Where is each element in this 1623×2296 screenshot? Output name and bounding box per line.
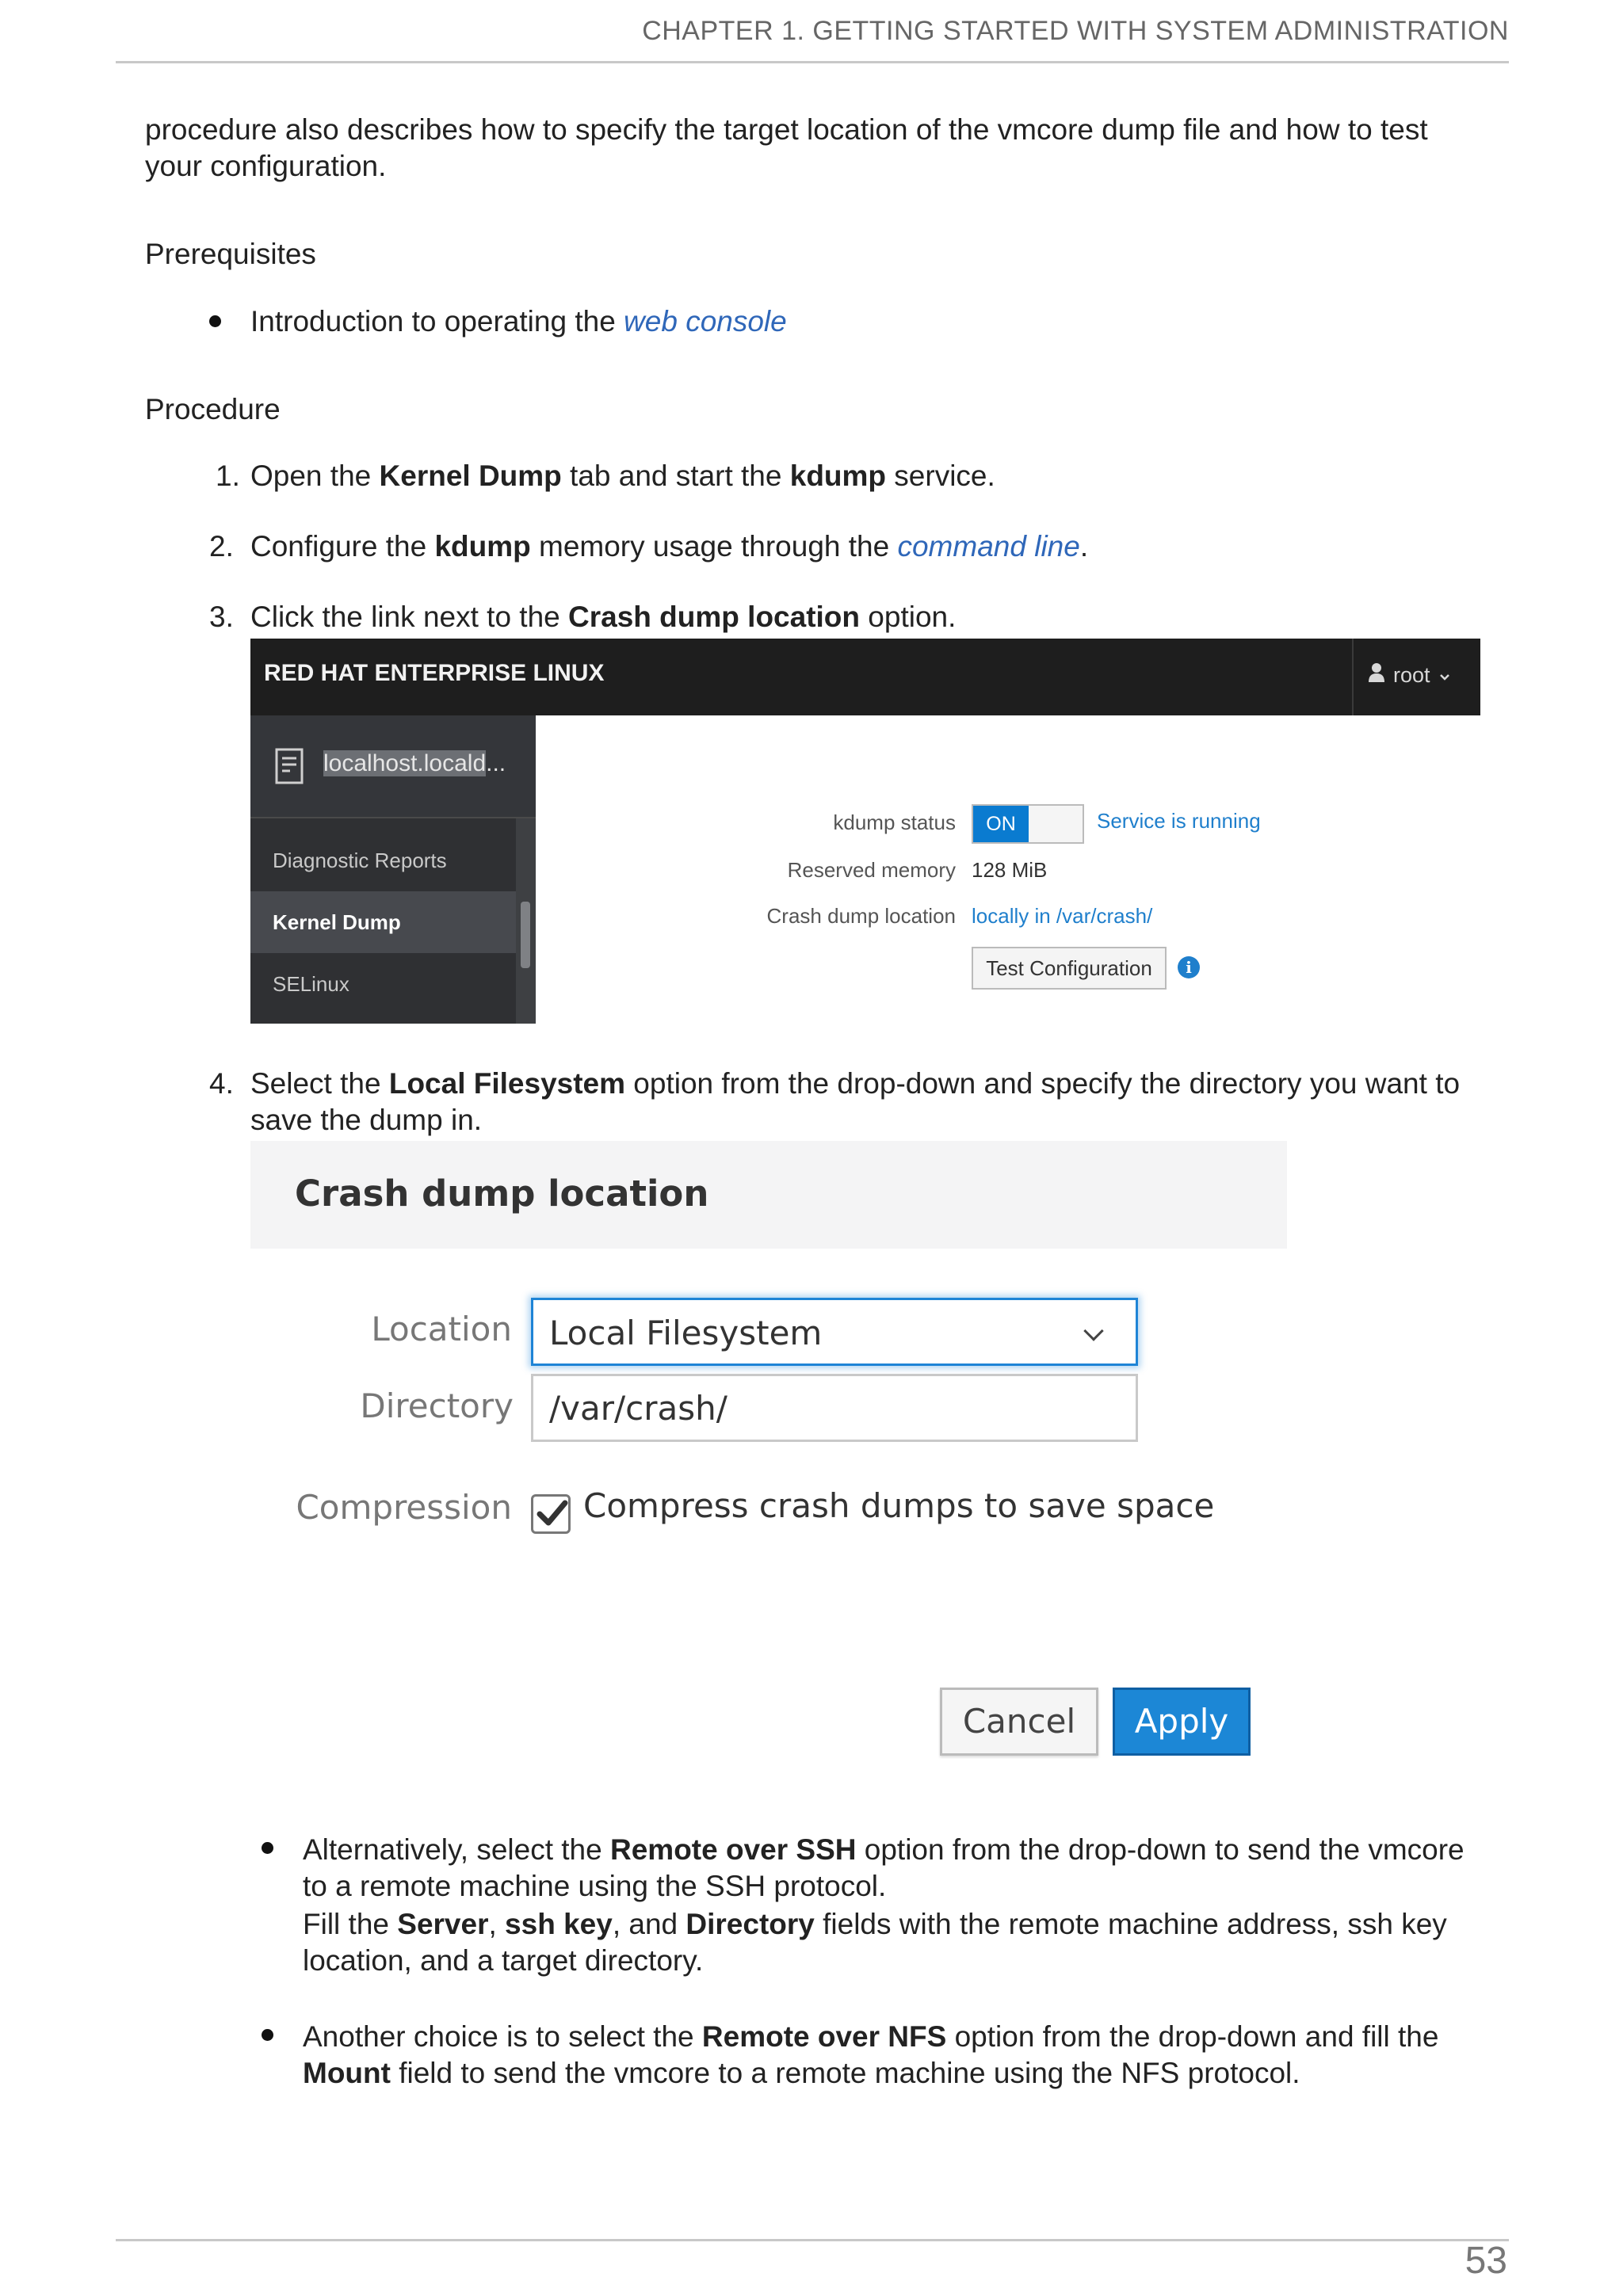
crash-location-link[interactable]: locally in /var/crash/ <box>972 904 1153 928</box>
footer-divider <box>116 2239 1509 2241</box>
alt-emphasis: Directory <box>685 1908 815 1940</box>
hostname-ellipsis: ... <box>486 750 506 776</box>
toggle-on-label: ON <box>973 806 1029 842</box>
bullet-icon <box>262 2029 273 2041</box>
alt-text: Another choice is to select the <box>303 2020 702 2053</box>
alt-text: , and <box>612 1908 686 1940</box>
kernel-dump-screenshot <box>250 639 1480 1024</box>
hostname-selected: localhost.locald <box>323 750 487 776</box>
web-console-link[interactable]: web console <box>624 305 787 338</box>
step-4-line-2: save the dump in. <box>250 1104 483 1136</box>
user-menu[interactable] <box>1368 662 1451 688</box>
step-emphasis: Kernel Dump <box>379 460 562 492</box>
alt-emphasis: Remote over SSH <box>610 1833 857 1866</box>
compression-label: Compression <box>296 1488 512 1527</box>
step-emphasis: kdump <box>434 530 531 563</box>
step-emphasis: kdump <box>789 460 887 492</box>
step-2 <box>250 528 1088 565</box>
user-icon <box>1368 662 1385 688</box>
directory-value: /var/crash/ <box>549 1389 727 1428</box>
step-text: memory usage through the <box>530 530 898 563</box>
running-header: CHAPTER 1. GETTING STARTED WITH SYSTEM ADMINISTRATION <box>642 16 1509 46</box>
sidebar-item-kernel-dump[interactable]: Kernel Dump <box>250 891 516 953</box>
alt-emphasis: Remote over NFS <box>701 2020 947 2053</box>
dialog-title: Crash dump location <box>295 1173 709 1215</box>
ssh-line-1 <box>303 1832 1465 1868</box>
chevron-down-icon <box>1438 663 1451 688</box>
header-divider <box>116 61 1509 63</box>
alt-emphasis: ssh key <box>505 1908 613 1940</box>
nfs-line-2 <box>303 2055 1438 2092</box>
step-text: Select the <box>250 1067 389 1100</box>
checkmark-icon <box>535 1497 570 1531</box>
step-text: tab and start the <box>561 460 790 492</box>
console-sidebar <box>250 715 536 1024</box>
step-4-line-1 <box>250 1066 1460 1102</box>
alternative-ssh <box>303 1832 1465 1979</box>
apply-button[interactable]: Apply <box>1113 1688 1251 1756</box>
step-text: . <box>1079 530 1089 563</box>
intro-line-1: procedure also describes how to specify the target location of the vmcore dump file and how to test <box>145 113 1428 146</box>
dialog-header <box>250 1141 1287 1249</box>
bullet-icon <box>209 315 221 327</box>
bullet-icon <box>262 1842 273 1854</box>
prerequisite-item <box>250 303 787 340</box>
alt-text: Alternatively, select the <box>303 1833 610 1866</box>
directory-label: Directory <box>360 1386 514 1425</box>
alternative-nfs <box>303 2019 1438 2092</box>
cancel-button[interactable]: Cancel <box>940 1688 1098 1756</box>
step-text: Configure the <box>250 530 435 563</box>
sidebar-item-selinux[interactable]: SELinux <box>273 972 349 996</box>
service-status-link[interactable]: Service is running <box>1097 809 1261 833</box>
crash-dump-dialog-screenshot <box>250 1141 1287 1775</box>
step-number: 1. <box>216 460 240 492</box>
intro-line-2: your configuration. <box>145 150 387 182</box>
kernel-dump-panel <box>536 715 1480 1024</box>
nfs-line-1 <box>303 2019 1438 2055</box>
hostname <box>323 750 506 777</box>
step-text: option from the drop-down and specify the directory you want to <box>625 1067 1461 1100</box>
reserved-memory-label: Reserved memory <box>787 858 956 882</box>
alt-text: field to send the vmcore to a remote machine using the NFS protocol. <box>390 2057 1300 2089</box>
alt-emphasis: Mount <box>303 2057 391 2089</box>
user-name: root <box>1393 663 1430 687</box>
step-4 <box>250 1066 1460 1138</box>
crash-location-label: Crash dump location <box>766 904 956 928</box>
compression-checkbox[interactable] <box>531 1494 571 1534</box>
alt-emphasis: Server <box>397 1908 489 1940</box>
step-number: 4. <box>209 1067 234 1100</box>
location-select[interactable] <box>531 1298 1138 1366</box>
ssh-line-4: location, and a target directory. <box>303 1944 704 1977</box>
info-icon[interactable]: i <box>1178 956 1200 978</box>
step-text: option. <box>860 601 957 633</box>
intro-paragraph <box>145 112 1428 185</box>
step-number: 2. <box>209 530 234 563</box>
page-number: 53 <box>1465 2240 1507 2282</box>
procedure-heading: Procedure <box>145 393 281 425</box>
location-label: Location <box>371 1310 512 1348</box>
step-1 <box>250 458 995 494</box>
host-switcher[interactable] <box>250 715 536 818</box>
command-line-link[interactable]: command line <box>897 530 1080 563</box>
step-number: 3. <box>209 601 234 633</box>
kdump-toggle[interactable] <box>972 804 1084 844</box>
console-topbar <box>250 639 1480 715</box>
kdump-status-label: kdump status <box>833 810 956 834</box>
alt-text: Fill the <box>303 1908 398 1940</box>
ssh-line-3 <box>303 1906 1465 1943</box>
compression-checkbox-label[interactable]: Compress crash dumps to save space <box>583 1486 1215 1525</box>
prerequisites-heading: Prerequisites <box>145 238 316 270</box>
step-emphasis: Local Filesystem <box>388 1067 626 1100</box>
topbar-divider <box>1352 639 1354 715</box>
alt-text: fields with the remote machine address, ssh key <box>814 1908 1447 1940</box>
alt-text: option from the drop-down and fill the <box>946 2020 1439 2053</box>
ssh-line-2: to a remote machine using the SSH protocol. <box>303 1870 887 1902</box>
prerequisite-text: Introduction to operating the <box>250 305 624 338</box>
chevron-down-icon <box>1083 1321 1103 1341</box>
step-3 <box>250 599 956 635</box>
step-text: service. <box>886 460 995 492</box>
step-emphasis: Crash dump location <box>568 601 861 633</box>
sidebar-scroll-thumb[interactable] <box>521 902 530 968</box>
server-icon <box>274 747 304 789</box>
test-configuration-button[interactable]: Test Configuration <box>972 947 1167 990</box>
sidebar-item-diagnostic-reports[interactable]: Diagnostic Reports <box>273 849 447 872</box>
console-brand: RED HAT ENTERPRISE LINUX <box>264 660 605 686</box>
step-text: Click the link next to the <box>250 601 569 633</box>
step-text: Open the <box>250 460 380 492</box>
reserved-memory-value: 128 MiB <box>972 858 1048 882</box>
alt-text: , <box>488 1908 506 1940</box>
directory-input[interactable] <box>531 1374 1138 1442</box>
alt-text: option from the drop-down to send the vmcore <box>856 1833 1465 1866</box>
location-selected-value: Local Filesystem <box>549 1314 823 1352</box>
